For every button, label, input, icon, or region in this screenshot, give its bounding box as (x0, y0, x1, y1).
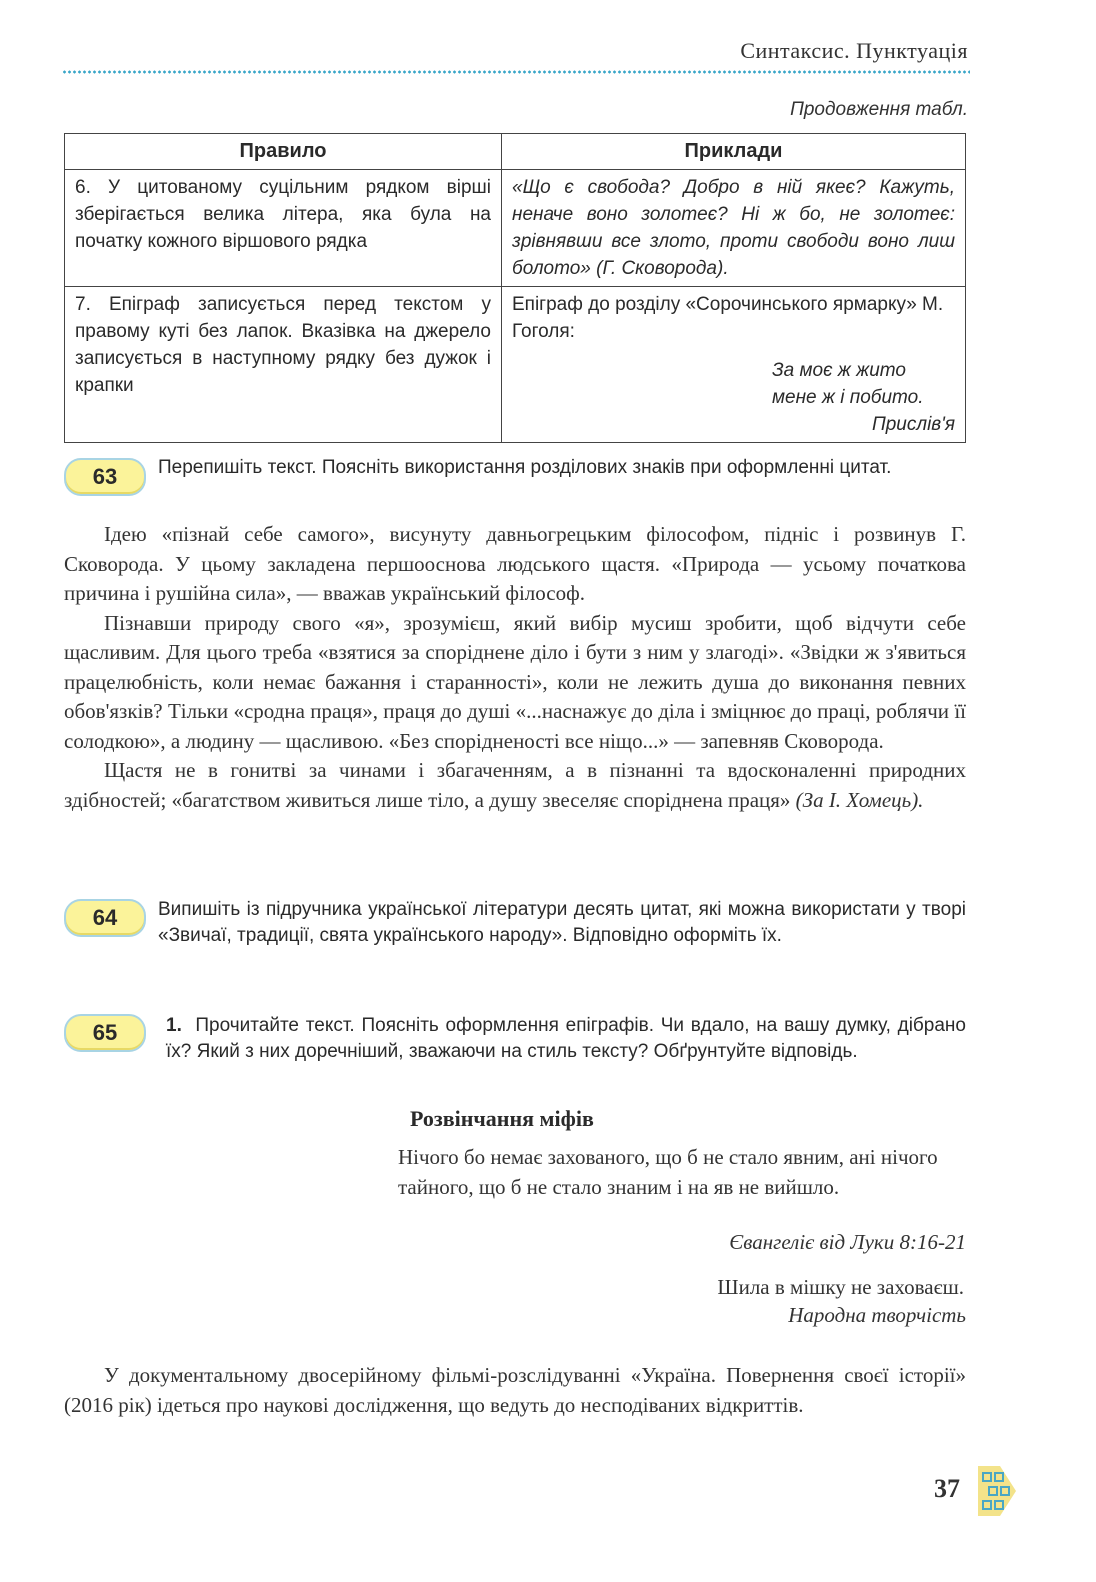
epigraph-2-source: Народна творчість (788, 1303, 966, 1327)
page-header-title: Синтаксис. Пунктуація (740, 38, 968, 63)
table-row (65, 170, 966, 287)
page-corner-ornament-icon (974, 1462, 1018, 1520)
column-header-examples: Приклади (502, 134, 966, 170)
table-row (65, 287, 966, 443)
paragraph: Ідею «пізнай себе самого», висунуту давньогрецьким філософом, підніс і розвинув Г. Сковорода. У цьому закладена першооснова людського щастя. «Природа — усьому початкова причина і рушійна сила», — вважав український філософ. (64, 522, 966, 605)
epigraph-1: Нічого бо немає захованого, що б не стало явним, ані нічого тайного, що б не стало знаним і на яв не вийшло. (398, 1145, 938, 1199)
exercise-number-badge-63: 63 (64, 458, 146, 496)
paragraph: У документальному двосерійному фільмі-розслідуванні «Україна. Повернення своєї історії» (2016 рік) ідеться про наукові дослідження, що ведуть до несподіваних відкриттів. (64, 1363, 966, 1417)
paragraph (64, 756, 966, 815)
rule-cell-7: 7. Епіграф записується перед текстом у правому куті без лапок. Вказівка на джерело записується в наступному рядку без дужок і крапки (65, 287, 502, 443)
rule-cell-6: 6. У цитованому суцільним рядком вірші зберігається велика літера, яка була на початку кожного віршового рядка (65, 170, 502, 287)
exercise-65-instruction (166, 1013, 966, 1065)
exercise-number-badge-64: 64 (64, 899, 146, 937)
epigraph-poem-line-2: мене ж і побито. (772, 387, 924, 408)
punctuation-rules-table (64, 133, 966, 443)
epigraph-2-text: Шила в мішку не заховаєш. (717, 1275, 964, 1299)
exercise-63-text (64, 520, 966, 815)
page-number: 37 (934, 1474, 960, 1503)
epigraph-2 (398, 1273, 966, 1303)
epigraph-1-source: Євангеліє від Луки 8:16-21 (729, 1230, 966, 1254)
text-title: Розвінчання міфів (410, 1106, 594, 1131)
paragraph: Пізнавши природу свого «я», зрозумієш, який вибір мусиш зробити, щоб відчути себе щасливим. Для цього треба «взятися за споріднене діло і бути з ним у злагоді». «Звідки ж з'явиться працелюбність, коли немає бажання і старанності», коли не лежить душа до виконання певних обов'язків? Тільки «сродна праця», праця до душі «...наснажує до діла і зміцнює до праці, роблячи її солодкою», а людину — щасливою. «Без спорідненості все ніщо...» — запевняв Сковорода. (64, 610, 966, 753)
text-citation: (За І. Хомець). (795, 787, 924, 812)
table-continuation-label: Продовження табл. (790, 99, 968, 120)
exercise-number-badge-65: 65 (64, 1014, 146, 1052)
task-item-text: Прочитайте текст. Поясніть оформлення епіграфів. Чи вдало, на вашу думку, дібрано їх? Який з них доречніший, зважаючи на стиль тексту? Обґрунтуйте відповідь. (166, 1015, 966, 1062)
header-dotted-divider (62, 70, 970, 74)
table-header-row (65, 134, 966, 170)
epigraph-poem-line-1: За моє ж жито (772, 360, 906, 381)
example-cell-7 (502, 287, 966, 443)
epigraph-source: Прислів'я (871, 414, 955, 435)
exercise-63-instruction: Перепишіть текст. Поясніть використання розділових знаків при оформленні цитат. (158, 457, 892, 478)
exercise-65-text (64, 1361, 966, 1420)
example-cell-6: «Що є свобода? Добро в ній якеє? Кажуть, неначе воно золотеє? Ні ж бо, не золотеє: зрівнявши все злото, проти свободи воно лиш болото» (Г. Сковорода). (502, 170, 966, 287)
task-item-number: 1. (166, 1015, 182, 1036)
epigraph-example-intro: Епіграф до розділу «Сорочинського ярмарку» М. Гоголя: (512, 294, 944, 342)
paragraph-text: Щастя не в гонитві за чинами і збагаченням, а в пізнанні та вдосконаленні природних здібностей; «багатством живиться лише тіло, а душу звеселяє споріднена праця» (64, 758, 966, 812)
column-header-rule: Правило (65, 134, 502, 170)
exercise-64-instruction: Випишіть із підручника української літератури десять цитат, які можна використати у творі «Звичаї, традиції, свята українського народу». Відповідно оформіть їх. (158, 899, 966, 946)
